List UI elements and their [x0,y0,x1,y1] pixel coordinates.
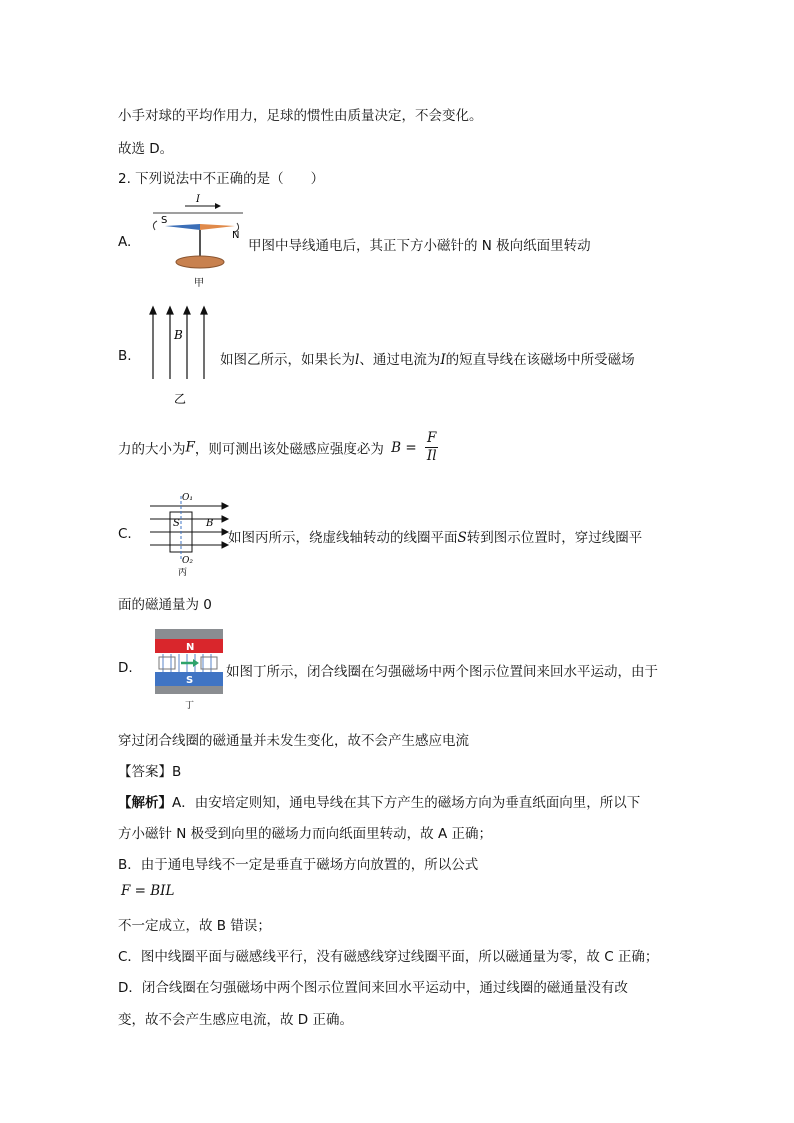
top-magnet-cap [155,629,223,639]
analysis-tag: 【解析】 [118,795,172,811]
analysis-line-a1 [118,791,640,811]
option-a-text: 甲图中导线通电后，其正下方小磁针的 N 极向纸面里转动 [248,238,591,254]
figure-a-caption: 甲 [194,278,204,289]
axis-o1-label: O₁ [182,493,193,503]
figure-c-caption: 丙 [178,568,188,578]
option-c-line-2: 面的磁通量为 0 [118,597,212,613]
option-c-label: C. [118,526,132,542]
axis-o2-label: O₂ [182,556,193,566]
figure-d [153,626,227,712]
analysis-line-b1: B．由于通电导线不一定是垂直于磁场方向放置的，所以公式 [118,857,479,873]
analysis-b-formula: F = BIL [121,883,175,899]
option-b-line-2 [118,430,438,465]
analysis-line-d1: D．闭合线圈在匀强磁场中两个图示位置间来回水平运动中，通过线圈的磁通量没有改 [118,980,628,996]
option-d-line-2: 穿过闭合线圈的磁通量并未发生变化，故不会产生感应电流 [118,733,469,749]
rotating-coil-diagram [148,490,230,578]
option-b-line2-text2: ，则可测出该处磁感应强度必为 [194,441,384,458]
option-c-line-1 [228,526,642,546]
needle-south-half [165,224,200,230]
option-b-label: B. [118,348,132,364]
option-b-text-1: 如图乙所示，如果长为 [220,352,355,368]
analysis-line-d2: 变，故不会产生感应电流，故 D 正确。 [118,1012,353,1028]
current-label: I [196,194,200,205]
analysis-line-c1: C．图中线圈平面与磁感线平行，没有磁感线穿过线圈平面，所以磁通量为零，故 C 正确； [118,949,659,965]
option-c-text-2: 转到图示位置时，穿过线圈平 [466,530,643,546]
option-c-text-1: 如图丙所示，绕虚线轴转动的线圈平面 [228,530,458,546]
figure-b [145,305,215,405]
prev-text-line-2: 故选 D。 [118,141,174,157]
option-b-text-3: 的短直导线在该磁场中所受磁场 [445,352,635,368]
coil-s-label: S [173,518,180,529]
option-b-text-2: 、通过电流为 [359,352,441,368]
figure-b-caption: 乙 [174,392,187,405]
compass-base [176,256,224,268]
formula-fraction [425,430,438,465]
option-b-line-1 [220,348,635,368]
question-stem: 2. 下列说法中不正确的是（ ） [118,171,325,187]
compass-wire-diagram [145,190,250,290]
analysis-line-a2: 方小磁针 N 极受到向里的磁场力而向纸面里转动，故 A 正确； [118,826,492,842]
answer-line: 【答案】B [118,764,182,780]
needle-north-half [200,224,235,230]
option-d-label: D. [118,660,133,676]
option-b-line2-text: 力的大小为 [118,441,186,458]
var-i: I [440,352,446,368]
magnet-coil-diagram [153,626,227,712]
field-b-label-c: B [206,518,214,529]
bottom-magnet-cap [155,686,223,694]
var-f: F [185,439,195,456]
var-s: S [457,530,467,546]
field-b-label: B [174,328,183,342]
option-a-label: A. [118,234,132,250]
figure-a [145,190,250,290]
motion-arrow [193,659,199,667]
analysis-line-b2: 不一定成立，故 B 错误； [118,918,271,934]
analysis-a1: A．由安培定则知，通电导线在其下方产生的磁场方向为垂直纸面向里，所以下 [172,795,641,811]
magnet-s-label: S [186,675,194,686]
formula-numerator: F [427,430,437,446]
prev-text-line-1: 小手对球的平均作用力，足球的惯性由质量决定，不会变化。 [118,108,483,124]
magnet-n-label: N [186,642,195,653]
formula-lhs: B = [391,439,417,456]
formula-denominator: Il [426,448,437,464]
var-l: l [355,352,360,368]
figure-d-caption: 丁 [185,701,195,711]
option-d-text: 如图丁所示，闭合线圈在匀强磁场中两个图示位置间来回水平运动，由于 [226,664,658,680]
needle-s-label: S [161,215,168,226]
coil-left [159,657,175,669]
uniform-field-diagram [145,305,215,405]
figure-c [148,490,230,578]
needle-n-label: N [232,230,240,241]
